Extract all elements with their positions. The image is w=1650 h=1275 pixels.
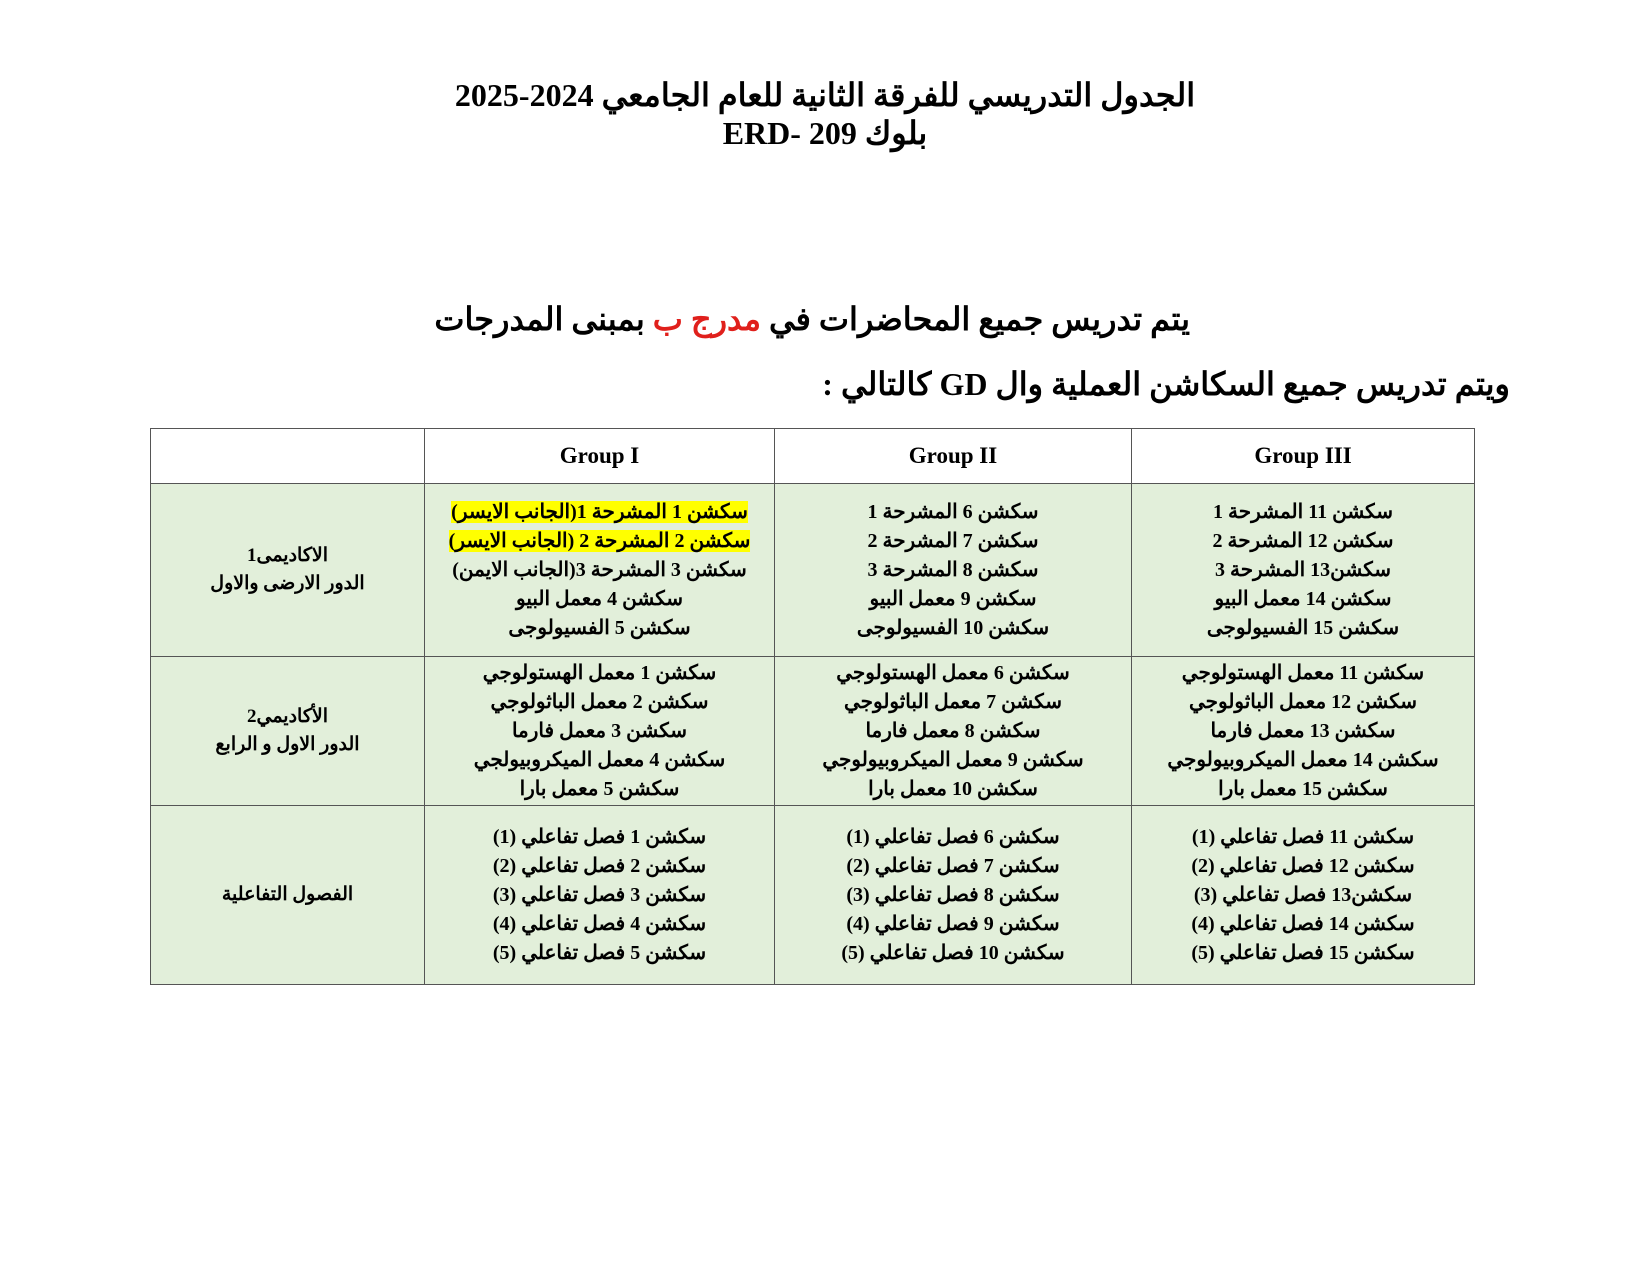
section-line: سكشن 4 معمل البيو [516,587,683,610]
section-line: سكشن 1 معمل الهستولوجي [482,661,717,684]
section-line: سكشن 12 المشرحة 2 [1212,529,1394,552]
section-line: سكشن 15 الفسيولوجى [1206,616,1400,639]
document-header [0,76,1650,152]
section-line: سكشن13 المشرحة 3 [1214,558,1392,581]
section-line: سكشن 6 فصل تفاعلي (1) [846,825,1060,848]
section-line: سكشن 5 فصل تفاعلي (5) [492,941,707,964]
section-line: سكشن 12 فصل تفاعلي (2) [1191,854,1415,877]
table-header-row [151,429,1475,484]
section-line: سكشن 11 فصل تفاعلي (1) [1191,825,1415,848]
section-line-highlighted: سكشن 2 المشرحة 2 (الجانب الايسر) [448,529,751,552]
section-line: سكشن 6 معمل الهستولوجي [836,661,1070,684]
group-3-cell [1132,806,1475,985]
notice-text-2: بمبنى المدرجات [434,301,653,337]
section-line: سكشن 10 الفسيولوجى [856,616,1050,639]
section-line: سكشن 10 معمل بارا [868,777,1038,800]
section-line: سكشن 2 معمل الباثولوجي [490,690,709,713]
section-line: سكشن 15 فصل تفاعلي (5) [1191,941,1415,964]
section-line: سكشن 5 الفسيولوجى [508,616,691,639]
section-line: سكشن 7 المشرحة 2 [867,529,1039,552]
page-title: الجدول التدريسي للفرقة الثانية للعام الجامعي 2024-2025 [454,77,1196,113]
table-row [151,484,1475,657]
section-line: سكشن 7 فصل تفاعلي (2) [846,854,1060,877]
group-3-cell [1132,657,1475,806]
section-line: سكشن 9 فصل تفاعلي (4) [846,912,1060,935]
row-label-line: الاكاديمى1 [246,545,329,566]
section-line: سكشن 14 معمل الميكروبيولوجي [1167,748,1439,771]
section-line: سكشن 14 معمل البيو [1214,587,1392,610]
lectures-notice [300,300,1190,338]
header-group-2: Group II [775,429,1132,484]
section-line: سكشن 13 معمل فارما [1210,719,1396,742]
section-line: سكشن 9 معمل الميكروبيولوجي [822,748,1084,771]
table-row [151,657,1475,806]
group-1-cell [425,657,775,806]
group-3-cell [1132,484,1475,657]
group-1-cell [425,484,775,657]
schedule-table [150,428,1475,985]
section-line: سكشن 1 فصل تفاعلي (1) [492,825,707,848]
section-line: سكشن 12 معمل الباثولوجي [1188,690,1418,713]
section-line: سكشن 8 فصل تفاعلي (3) [846,883,1060,906]
header-group-1: Group I [425,429,775,484]
hall-name: مدرج ب [652,301,761,337]
group-2-cell [775,806,1132,985]
row-label [151,806,425,985]
section-line: سكشن 3 المشرحة 3(الجانب الايمن) [452,558,747,581]
sections-notice: ويتم تدريس جميع السكاشن العملية وال GD كالتالي : [822,366,1510,402]
section-line-highlighted: سكشن 1 المشرحة 1(الجانب الايسر) [451,500,748,523]
section-line: سكشن 9 معمل البيو [869,587,1037,610]
section-line: سكشن 3 معمل فارما [511,719,688,742]
row-label [151,657,425,806]
section-line: سكشن 6 المشرحة 1 [867,500,1039,523]
section-line: سكشن 8 المشرحة 3 [867,558,1039,581]
row-label-line: الفصول التفاعلية [221,884,354,905]
section-line: سكشن 11 المشرحة 1 [1213,500,1393,523]
header-cell-empty [151,429,425,484]
section-line: سكشن 7 معمل الباثولوجي [843,690,1063,713]
group-1-cell [425,806,775,985]
row-label-line: الدور الاول و الرابع [215,734,360,755]
section-line: سكشن13 فصل تفاعلي (3) [1193,883,1413,906]
section-line: سكشن 2 فصل تفاعلي (2) [492,854,707,877]
row-label [151,484,425,657]
section-line: سكشن 8 معمل فارما [865,719,1041,742]
block-word: بلوك [864,115,928,151]
row-label-line: الدور الارضى والاول [210,573,365,594]
block-subtitle [0,114,1650,152]
group-2-cell [775,657,1132,806]
section-line: سكشن 3 فصل تفاعلي (3) [492,883,707,906]
table-row [151,806,1475,985]
section-line: سكشن 15 معمل بارا [1218,777,1388,800]
notice-text-1: يتم تدريس جميع المحاضرات في [760,301,1190,337]
group-2-cell [775,484,1132,657]
section-line: سكشن 10 فصل تفاعلي (5) [841,941,1065,964]
section-line: سكشن 14 فصل تفاعلي (4) [1191,912,1415,935]
section-line: سكشن 4 فصل تفاعلي (4) [492,912,707,935]
header-group-3: Group III [1132,429,1475,484]
block-code: ERD- 209 [722,115,857,151]
row-label-line: الأكاديمي2 [246,706,329,727]
section-line: سكشن 4 معمل الميكروبيولجي [473,748,726,771]
section-line: سكشن 5 معمل بارا [519,777,680,800]
section-line: سكشن 11 معمل الهستولوجي [1181,661,1425,684]
